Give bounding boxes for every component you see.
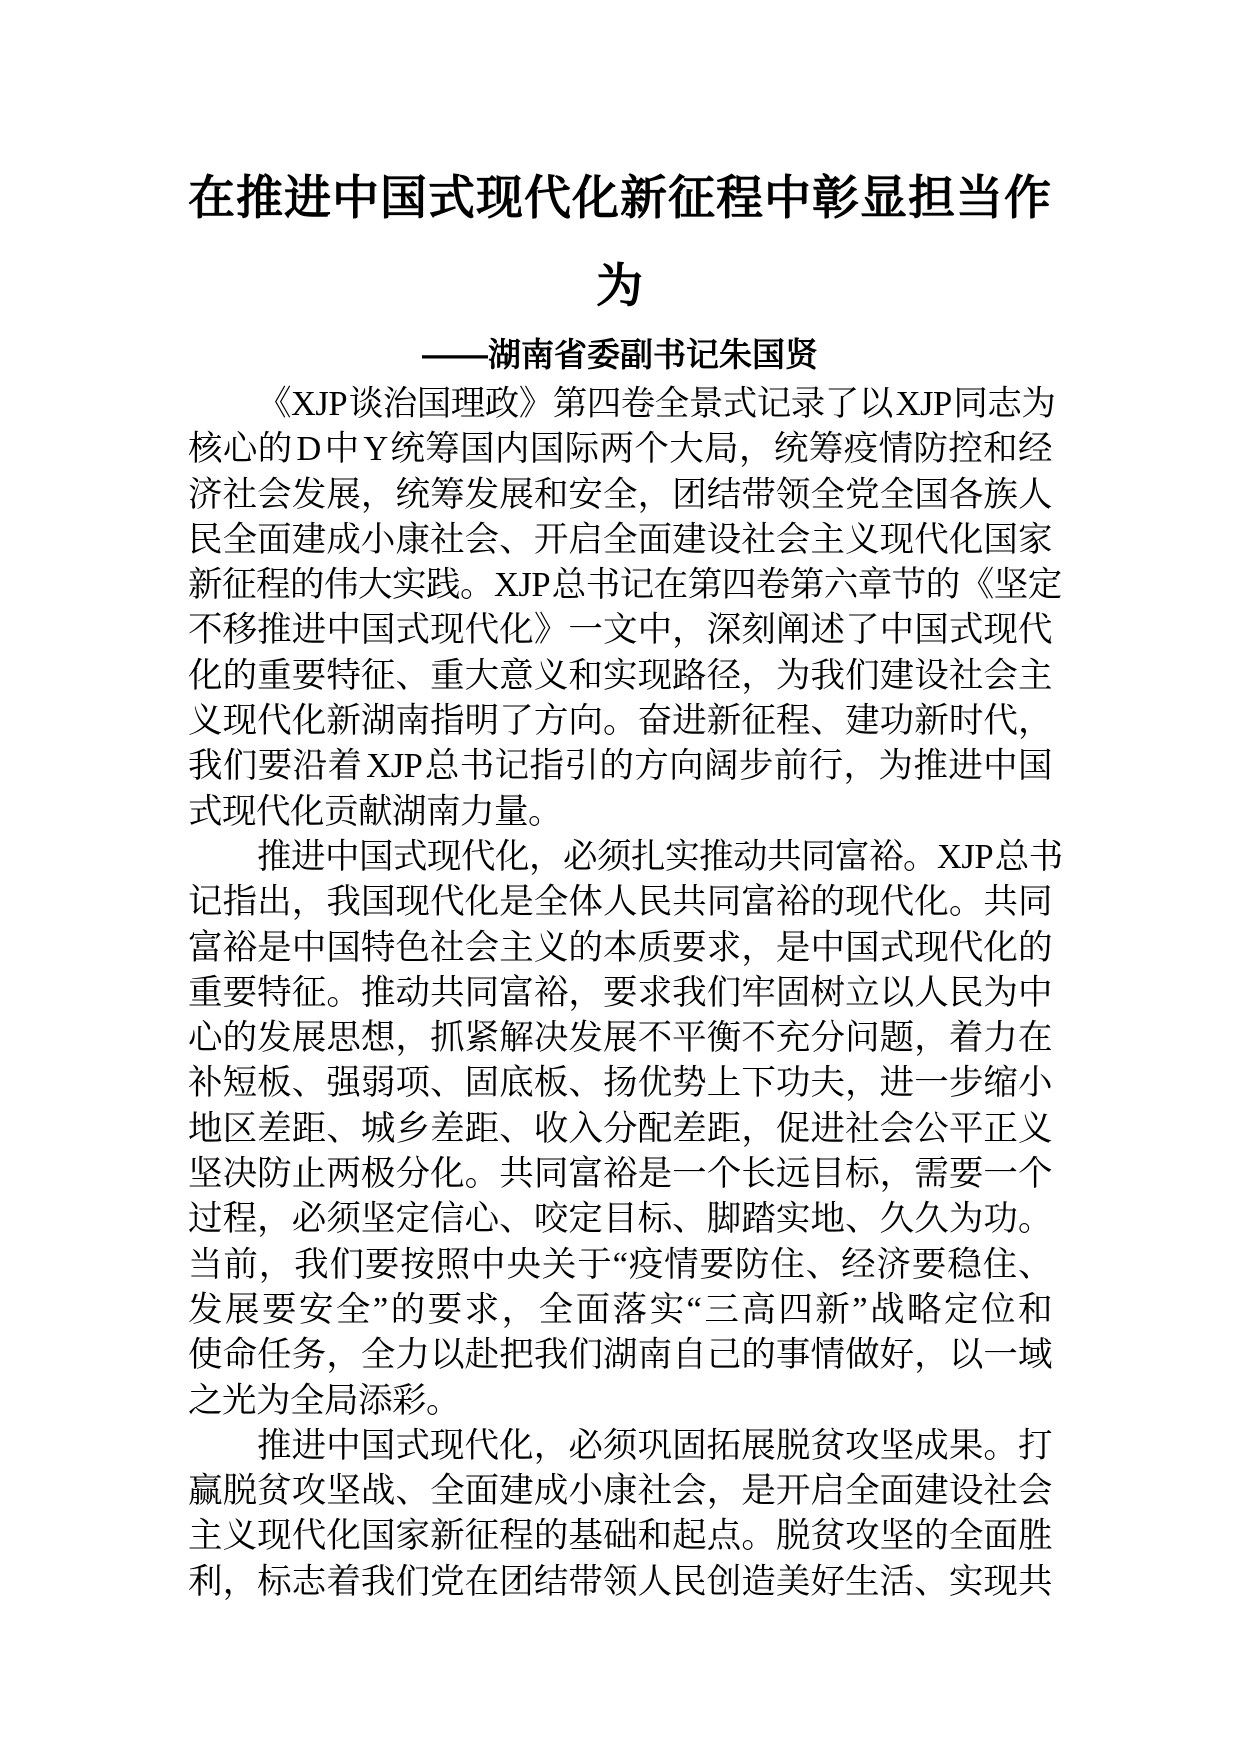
paragraph-line: 地区差距、城乡差距、收入分配差距，促进社会公平正义 bbox=[188, 1109, 1052, 1148]
paragraph-line: 主义现代化国家新征程的基础和起点。脱贫攻坚的全面胜 bbox=[188, 1517, 1052, 1556]
paragraph-line: 心的发展思想，抓紧解决发展不平衡不充分问题，着力在 bbox=[188, 1019, 1052, 1058]
paragraph bbox=[188, 835, 1063, 1424]
paragraph-line: 赢脱贫攻坚战、全面建成小康社会，是开启全面建设社会 bbox=[188, 1472, 1052, 1511]
paragraph bbox=[188, 1424, 1052, 1605]
paragraph-line: 不移推进中国式现代化》一文中，深刻阐述了中国式现代 bbox=[188, 611, 1052, 650]
title-line-1: 在推进中国式现代化新征程中彰显担当作 bbox=[188, 171, 1052, 224]
paragraph-line: 补短板、强弱项、固底板、扬优势上下功夫，进一步缩小 bbox=[188, 1064, 1052, 1103]
paragraph-line: 重要特征。推动共同富裕，要求我们牢固树立以人民为中 bbox=[188, 973, 1052, 1012]
paragraph-line: 坚决防止两极分化。共同富裕是一个长远目标，需要一个 bbox=[188, 1155, 1052, 1194]
paragraph-line: 推进中国式现代化，必须巩固拓展脱贫攻坚成果。打 bbox=[257, 1426, 1052, 1465]
paragraph-line: 富裕是中国特色社会主义的本质要求，是中国式现代化的 bbox=[188, 928, 1052, 967]
paragraph-line: 义现代化新湖南指明了方向。奋进新征程、建功新时代， bbox=[188, 702, 1052, 741]
document-body bbox=[188, 382, 1063, 1605]
paragraph-line: 化的重要特征、重大意义和实现路径，为我们建设社会主 bbox=[188, 656, 1052, 695]
paragraph bbox=[188, 382, 1062, 835]
paragraph-line: 使命任务，全力以赴把我们湖南自己的事情做好，以一域 bbox=[188, 1336, 1052, 1375]
paragraph-line: 当前，我们要按照中央关于“疫情要防住、经济要稳住、 bbox=[188, 1245, 1052, 1284]
paragraph-line: 《XJP 谈治国理政》第四卷全景式记录了以 XJP 同志为 bbox=[257, 385, 1056, 423]
paragraph-line: 推进中国式现代化，必须扎实推动共同富裕。XJP 总书 bbox=[257, 837, 1063, 876]
paragraph-line: 济社会发展，统筹发展和安全，团结带领全党全国各族人 bbox=[188, 475, 1052, 514]
paragraph-line: 之光为全局添彩。 bbox=[188, 1381, 460, 1420]
page-title bbox=[188, 154, 1052, 330]
paragraph-line: 发展要安全”的要求，全面落实“三高四新”战略定位和 bbox=[188, 1290, 1052, 1329]
paragraph-line: 记指出，我国现代化是全体人民共同富裕的现代化。共同 bbox=[188, 883, 1052, 922]
paragraph-line: 过程，必须坚定信心、咬定目标、脚踏实地、久久为功。 bbox=[188, 1200, 1052, 1239]
paragraph-line: 民全面建成小康社会、开启全面建设社会主义现代化国家 bbox=[188, 520, 1052, 559]
title-line-2: 为 bbox=[596, 259, 644, 312]
paragraph-line: 新征程的伟大实践。XJP 总书记在第四卷第六章节的《坚定 bbox=[188, 566, 1062, 605]
paragraph-line: 我们要沿着 XJP 总书记指引的方向阔步前行，为推进中国 bbox=[188, 747, 1052, 786]
byline: ——湖南省委副书记朱国贤 bbox=[422, 336, 818, 373]
paragraph-line: 核心的 D 中 Y 统筹国内国际两个大局，统筹疫情防控和经 bbox=[188, 430, 1052, 469]
paragraph-line: 式现代化贡献湖南力量。 bbox=[188, 792, 562, 831]
paragraph-line: 利，标志着我们党在团结带领人民创造美好生活、实现共 bbox=[188, 1562, 1052, 1601]
